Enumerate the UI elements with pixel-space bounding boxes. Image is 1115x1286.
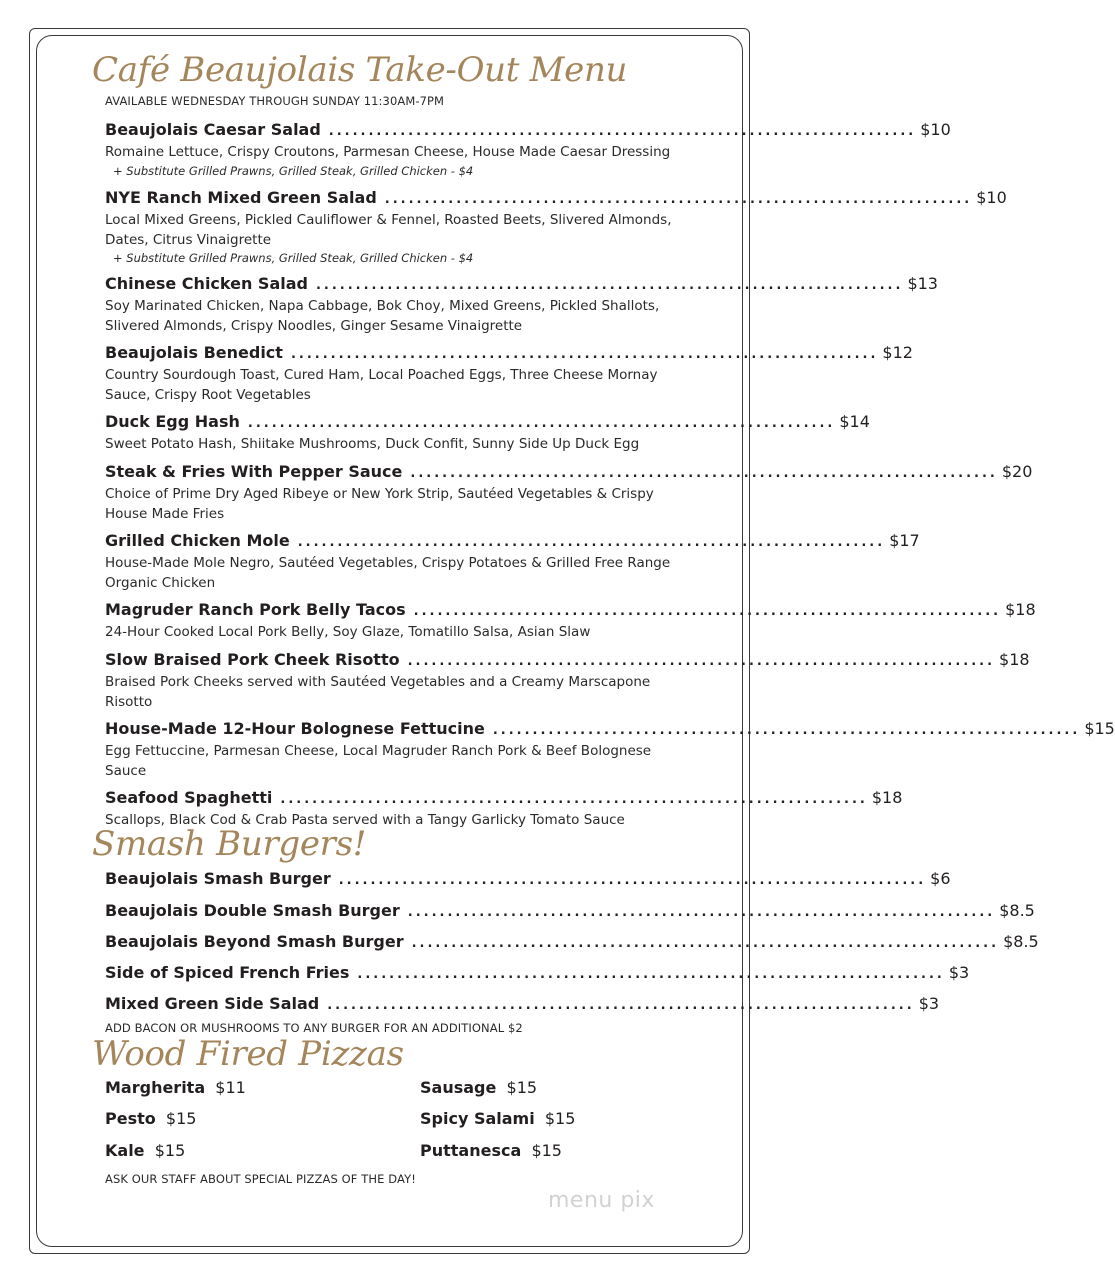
pizza-item — [105, 1077, 246, 1099]
item-price: $10 — [920, 120, 951, 139]
pizza-item — [105, 1108, 196, 1130]
item-name: Beaujolais Beyond Smash Burger — [105, 932, 404, 951]
menu-item: Magruder Ranch Pork Belly Tacos .......................................................................... $18 24-Hour Cooked Local Pork Belly, Soy Glaze, Tomatillo Salsa, Asian Slaw — [105, 599, 690, 643]
item-description: Braised Pork Cheeks served with Sautéed Vegetables and a Creamy Marscapone Risotto — [105, 674, 651, 710]
burger-item: Side of Spiced French Fries .......................................................................... $3 — [105, 963, 970, 982]
menu-item: Chinese Chicken Salad .......................................................................... $13 Soy Marinated Chicken, Napa Cabbage, Bok Choy, Mixed Greens, Pickled Shallots, Slivered Almonds, Crispy Noodles, Ginger Sesame Vinaigrette — [105, 273, 690, 336]
item-description: House-Made Mole Negro, Sautéed Vegetables, Crispy Potatoes & Grilled Free Range Organic Chicken — [105, 555, 671, 591]
menu-item: Slow Braised Pork Cheek Risotto .......................................................................... $18 Braised Pork Cheeks served with Sautéed Vegetables and a Creamy Marscapone Risotto — [105, 649, 690, 712]
pizza-note: ASK OUR STAFF ABOUT SPECIAL PIZZAS OF THE DAY! — [105, 1172, 416, 1186]
item-price: $17 — [889, 531, 920, 550]
menu-item: Duck Egg Hash .......................................................................... $14 Sweet Potato Hash, Shiitake Mushrooms, Duck Confit, Sunny Side Up Duck Egg — [105, 411, 690, 455]
pizza-name: Margherita — [105, 1078, 206, 1097]
item-name: Beaujolais Caesar Salad — [105, 120, 321, 139]
pizza-name: Spicy Salami — [420, 1109, 535, 1128]
item-name: NYE Ranch Mixed Green Salad — [105, 188, 377, 207]
item-price: $14 — [839, 412, 870, 431]
item-description: Romaine Lettuce, Crispy Croutons, Parmesan Cheese, House Made Caesar Dressing — [105, 144, 671, 160]
menu-item: Beaujolais Benedict .......................................................................... $12 Country Sourdough Toast, Cured Ham, Local Poached Eggs, Three Cheese Mornay Sauce, Crispy Root Vegetables — [105, 342, 690, 405]
item-name: Grilled Chicken Mole — [105, 531, 290, 550]
item-description: Choice of Prime Dry Aged Ribeye or New York Strip, Sautéed Vegetables & Crispy House Made Fries — [105, 486, 654, 522]
item-description: Sweet Potato Hash, Shiitake Mushrooms, Duck Confit, Sunny Side Up Duck Egg — [105, 436, 640, 452]
item-price: $18 — [871, 788, 903, 807]
menu-title: Café Beaujolais Take-Out Menu — [92, 50, 628, 90]
hours-note: AVAILABLE WEDNESDAY THROUGH SUNDAY 11:30AM-7PM — [105, 94, 445, 108]
pizza-price: $15 — [154, 1141, 186, 1160]
burger-item: Mixed Green Side Salad .......................................................................... $3 — [105, 994, 940, 1013]
pizza-name: Kale — [105, 1141, 145, 1160]
item-price: $13 — [907, 274, 938, 293]
item-substitute: + Substitute Grilled Prawns, Grilled Steak, Grilled Chicken - $4 — [113, 163, 474, 178]
pizza-item — [105, 1140, 185, 1162]
item-name: Mixed Green Side Salad — [105, 994, 320, 1013]
menu-item: Beaujolais Caesar Salad .......................................................................... $10 Romaine Lettuce, Crispy Croutons, Parmesan Cheese, House Made Caesar Dressing + Substitute Grilled Prawns, Grilled Steak, Grilled Chicken - $4 — [105, 120, 951, 178]
item-price: $18 — [1005, 600, 1036, 619]
item-name: House-Made 12-Hour Bolognese Fettucine — [105, 719, 485, 738]
burger-note: ADD BACON OR MUSHROOMS TO ANY BURGER FOR AN ADDITIONAL $2 — [105, 1021, 523, 1035]
item-name: Beaujolais Double Smash Burger — [105, 901, 400, 920]
pizza-price: $15 — [544, 1109, 576, 1128]
pizza-price: $15 — [506, 1078, 538, 1097]
pizza-name: Sausage — [420, 1078, 497, 1097]
menu-item: Grilled Chicken Mole .......................................................................... $17 House-Made Mole Negro, Sautéed Vegetables, Crispy Potatoes & Grilled Free Range Organic Chicken — [105, 530, 690, 593]
item-description: Egg Fettuccine, Parmesan Cheese, Local Magruder Ranch Pork & Beef Bolognese Sauce — [105, 743, 652, 779]
pizza-item — [420, 1077, 537, 1099]
menu-item: Steak & Fries With Pepper Sauce .......................................................................... $20 Choice of Prime Dry Aged Ribeye or New York Strip, Sautéed Vegetables & Crispy House Made Fries — [105, 461, 690, 524]
pizza-price: $15 — [531, 1141, 562, 1160]
item-price: $3 — [948, 963, 970, 982]
burger-item: Beaujolais Beyond Smash Burger .......................................................................... $8.5 — [105, 932, 1039, 951]
burgers-title: Smash Burgers! — [92, 824, 367, 864]
pizza-name: Pesto — [105, 1109, 156, 1128]
pizza-name: Puttanesca — [420, 1141, 522, 1160]
item-price: $10 — [976, 188, 1007, 207]
item-name: Steak & Fries With Pepper Sauce — [105, 462, 403, 481]
item-name: Chinese Chicken Salad — [105, 274, 308, 293]
item-name: Side of Spiced French Fries — [105, 963, 350, 982]
pizza-item — [420, 1108, 575, 1130]
item-name: Beaujolais Benedict — [105, 343, 283, 362]
item-description: 24-Hour Cooked Local Pork Belly, Soy Glaze, Tomatillo Salsa, Asian Slaw — [105, 624, 591, 640]
pizza-price: $15 — [165, 1109, 197, 1128]
item-price: $8.5 — [999, 901, 1035, 920]
burger-item: Beaujolais Smash Burger .......................................................................... $6 — [105, 869, 951, 888]
item-price: $12 — [882, 343, 913, 362]
item-name: Beaujolais Smash Burger — [105, 869, 331, 888]
item-description: Soy Marinated Chicken, Napa Cabbage, Bok Choy, Mixed Greens, Pickled Shallots, Slivered Almonds, Crispy Noodles, Ginger Sesame Vinaigrette — [105, 298, 660, 334]
item-price: $18 — [999, 650, 1030, 669]
watermark-logo: menu pix — [548, 1188, 655, 1213]
item-substitute: + Substitute Grilled Prawns, Grilled Steak, Grilled Chicken - $4 — [113, 251, 474, 265]
burger-item: Beaujolais Double Smash Burger .......................................................................... $8.5 — [105, 901, 1035, 920]
item-name: Seafood Spaghetti — [105, 788, 273, 807]
item-name: Magruder Ranch Pork Belly Tacos — [105, 600, 406, 619]
item-price: $3 — [918, 994, 940, 1013]
item-description: Scallops, Black Cod & Crab Pasta served with a Tangy Garlicky Tomato Sauce — [105, 812, 625, 828]
item-price: $8.5 — [1003, 932, 1039, 951]
item-price: $15 — [1084, 719, 1115, 738]
pizzas-title: Wood Fired Pizzas — [92, 1034, 404, 1074]
item-price: $20 — [1001, 462, 1033, 481]
pizza-price: $11 — [215, 1078, 246, 1097]
item-name: Slow Braised Pork Cheek Risotto — [105, 650, 400, 669]
item-description: Local Mixed Greens, Pickled Cauliflower & Fennel, Roasted Beets, Slivered Almonds, Dates, Citrus Vinaigrette — [105, 212, 672, 248]
item-description: Country Sourdough Toast, Cured Ham, Local Poached Eggs, Three Cheese Mornay Sauce, Crispy Root Vegetables — [105, 367, 658, 403]
pizza-item — [420, 1140, 562, 1162]
item-price: $6 — [930, 869, 951, 888]
menu-item: House-Made 12-Hour Bolognese Fettucine .......................................................................... $15 Egg Fettuccine, Parmesan Cheese, Local Magruder Ranch Pork & Beef Bolognese Sauce — [105, 718, 690, 781]
item-name: Duck Egg Hash — [105, 412, 240, 431]
menu-item: NYE Ranch Mixed Green Salad .......................................................................... $10 Local Mixed Greens, Pickled Cauliflower & Fennel, Roasted Beets, Slivered Almonds, Dates, Citrus Vinaigrette + Substitute Grilled Prawns, Grilled Steak, Grilled Chicken - $4 — [105, 188, 1007, 265]
menu-item: Seafood Spaghetti .......................................................................... $18 Scallops, Black Cod & Crab Pasta served with a Tangy Garlicky Tomato Sauce — [105, 787, 690, 831]
